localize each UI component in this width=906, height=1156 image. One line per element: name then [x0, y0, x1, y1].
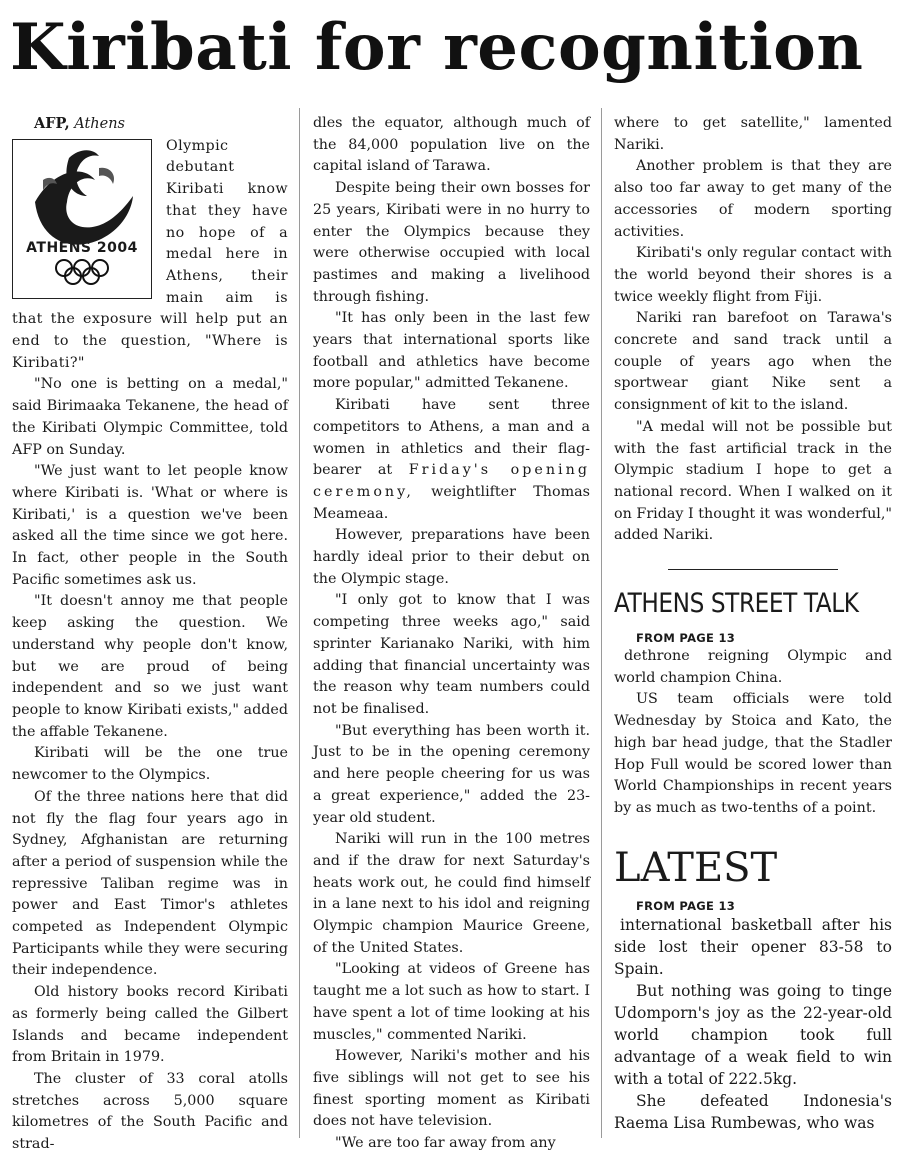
- byline: [12, 113, 288, 136]
- paragraph: US team officials were told Wednesday by Stoica and Kato, the high bar head judge, that the Stadler Hop Full would be scored lower than World Championships in recent years by as much as two-tenths of a point.: [614, 691, 892, 816]
- paragraph: Nariki ran barefoot on Tarawa's concrete and sand track until a couple of years ago when the sportwear giant Nike sent a consignment of kit to the island.: [614, 310, 892, 414]
- paragraph: dles the equator, although much of the 84,000 population live on the capital island of Tarawa.: [313, 115, 590, 175]
- article-column-3: [614, 113, 892, 1138]
- paragraph: Of the three nations here that did not fly the flag four years ago in Sydney, Afghanistan are returning after a period of suspension while the repressive Taliban regime was in power and East Timor's athletes competed as Independent Olympic Participants while they were securing their independence.: [12, 788, 288, 979]
- paragraph: [313, 395, 590, 525]
- column-rule: [299, 108, 300, 1138]
- paragraph: dethrone reigning Olympic and world champion China.: [614, 648, 892, 686]
- paragraph: However, preparations have been hardly ideal prior to their debut on the Olympic stage.: [313, 527, 590, 587]
- byline-place: Athens: [74, 116, 125, 132]
- paragraph: "It doesn't annoy me that people keep asking the question. We understand why people don't know, but we are proud of being independent and so we just want people to know Kiribati exists," added the affable Tekanene.: [12, 593, 288, 740]
- street-talk-heading: ATHENS STREET TALK: [614, 588, 859, 620]
- column-rule: [601, 108, 602, 1138]
- paragraph: "I only got to know that I was competing three weeks ago," said sprinter Karianako Nariki, with him adding that financial uncertainty was the reason why team numbers could not be finalised.: [313, 592, 590, 717]
- paragraph: Old history books record Kiribati as formerly being called the Gilbert Islands and became independent from Britain in 1979.: [12, 984, 288, 1066]
- paragraph: Olympic debutant Kiribati know that they have no hope of a medal here in Athens, their main aim is that the exposure will help put an end to the question, "Where is Kiribati?": [12, 137, 288, 371]
- paragraph: "No one is betting on a medal," said Birimaaka Tekanene, the head of the Kiribati Olympic Committee, told AFP on Sunday.: [12, 376, 288, 458]
- athens-2004-emblem-icon: [13, 140, 151, 298]
- paragraph: "A medal will not be possible but with the fast artificial track in the Olympic stadium I hope to get a national record. When I walked on it on Friday I thought it was wonderful," added Nariki.: [614, 418, 892, 544]
- paragraph-line: weightlifter Thomas Meameaa.: [313, 483, 591, 522]
- paragraph: "It has only been in the last few years that international sports like football and athletics have become more popular," admitted Tekanene.: [313, 310, 590, 392]
- logo-caption: ATHENS 2004: [26, 239, 138, 256]
- paragraph: However, Nariki's mother and his five siblings will not get to see his finest sporting moment as Kiribati does not have television.: [313, 1048, 590, 1130]
- section-divider: [668, 569, 838, 570]
- paragraph: international basketball after his side lost their opener 83-58 to Spain.: [614, 915, 892, 978]
- street-talk-from-page: FROM PAGE 13: [636, 631, 736, 646]
- paragraph: "We just want to let people know where Kiribati is. 'What or where is Kiribati,' is a question we've been asked all the time since we got here. In fact, other people in the South Pacific sometimes ask us.: [12, 463, 288, 588]
- byline-agency: AFP,: [34, 115, 70, 132]
- paragraph: "But everything has been worth it. Just to be in the opening ceremony and here people cheering for us was a great experience," added the 23-year old student.: [313, 722, 590, 826]
- paragraph: Despite being their own bosses for 25 years, Kiribati were in no hurry to enter the Olympics because they were otherwise occupied with local pastimes and making a livelihood through fishing.: [313, 180, 590, 305]
- paragraph: "Looking at videos of Greene has taught me a lot such as how to start. I have spent a lot of time looking at his muscles," commented Nariki.: [313, 961, 590, 1043]
- paragraph: Nariki will run in the 100 metres and if the draw for next Saturday's heats work out, he could find himself in a lane next to his idol and reigning Olympic champion Maurice Greene, of the United States.: [313, 831, 590, 956]
- paragraph-line: Kiribati have sent three competitors to Athens, a man and a women in athletics and their flag-bearer at: [313, 397, 590, 479]
- latest-heading: LATEST: [614, 844, 778, 891]
- paragraph: Kiribati's only regular contact with the world beyond their shores is a twice weekly flight from Fiji.: [614, 245, 892, 305]
- athens-2004-logo: [12, 139, 152, 299]
- paragraph: Another problem is that they are also too far away to get many of the accessories of modern sporting activities.: [614, 158, 892, 240]
- latest-from-page: FROM PAGE 13: [636, 898, 736, 913]
- headline: Kiribati for recognition: [10, 10, 864, 85]
- paragraph: where to get satellite," lamented Nariki.: [614, 115, 892, 153]
- paragraph: She defeated Indonesia's Raema Lisa Rumbewas, who was: [614, 1091, 892, 1132]
- paragraph: Kiribati will be the one true newcomer to the Olympics.: [12, 745, 288, 784]
- paragraph: The cluster of 33 coral atolls stretches across 5,000 square kilometres of the South Pacific and strad-: [12, 1070, 288, 1153]
- article-column-1: [12, 113, 288, 1153]
- paragraph: "We are too far away from any: [335, 1135, 556, 1152]
- article-column-2: [313, 113, 591, 1152]
- paragraph-line: Friday's opening ceremony,: [313, 462, 590, 500]
- paragraph: But nothing was going to tinge Udomporn's joy as the 22-year-old world champion took full advantage of a weak field to win with a total of 222.5kg.: [614, 981, 892, 1088]
